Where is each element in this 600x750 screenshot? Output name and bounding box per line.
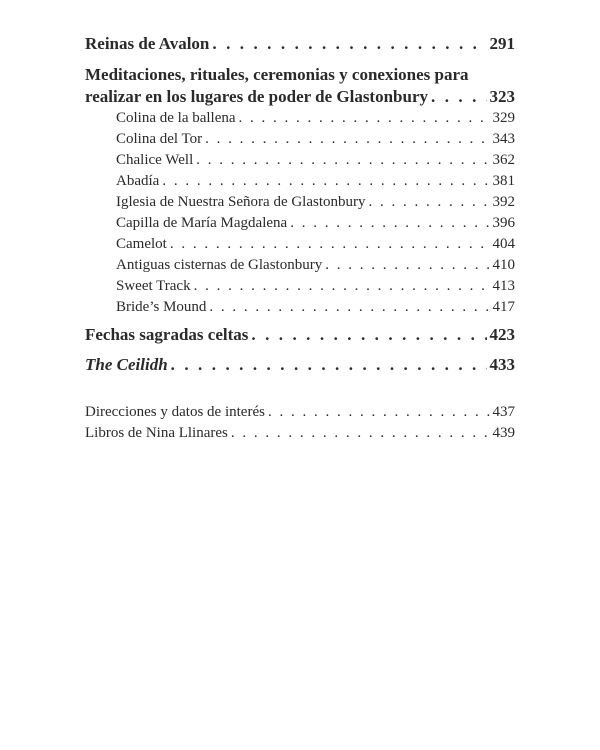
toc-subentry-page: 396: [492, 215, 515, 231]
toc-subentry-title: Capilla de María Magdalena: [116, 215, 288, 231]
toc-subentry-page: 392: [492, 194, 515, 210]
dot-leader: [431, 86, 486, 108]
toc-entry-title: The Ceilidh: [85, 355, 168, 374]
dot-leader: [325, 255, 489, 276]
table-of-contents: [85, 33, 515, 444]
toc-entry-meditaciones[interactable]: [85, 64, 515, 108]
dot-leader: [231, 423, 490, 444]
toc-subentry-page: 410: [492, 257, 515, 273]
toc-subentry-chalice-well[interactable]: [85, 150, 515, 171]
toc-subentry-page: 413: [492, 278, 515, 294]
toc-entry-page: 291: [489, 34, 515, 53]
toc-entry-libros-de-nina-llinares[interactable]: [85, 423, 515, 444]
dot-leader: [239, 108, 490, 129]
toc-subentry-title: Camelot: [116, 236, 167, 252]
dot-leader: [290, 213, 489, 234]
toc-entry-title-line-1: Meditaciones, rituales, ceremonias y conexiones para: [85, 65, 469, 84]
toc-subentry-title: Sweet Track: [116, 278, 191, 294]
toc-subentry-page: 362: [492, 152, 515, 168]
toc-subentry-page: 417: [492, 299, 515, 315]
toc-entry-the-ceilidh[interactable]: [85, 354, 515, 376]
toc-entry-page: 433: [489, 355, 515, 374]
toc-entry-fechas-sagradas-celtas[interactable]: [85, 324, 515, 346]
dot-leader: [170, 234, 490, 255]
dot-leader: [196, 150, 489, 171]
dot-leader: [209, 297, 489, 318]
toc-entry-title: Reinas de Avalon: [85, 34, 210, 53]
dot-leader: [369, 192, 490, 213]
dot-leader: [194, 276, 490, 297]
toc-subentry-colina-del-tor[interactable]: [85, 129, 515, 150]
toc-subentry-title: Abadía: [116, 173, 160, 189]
toc-subentry-abadia[interactable]: [85, 171, 515, 192]
dot-leader: [162, 171, 489, 192]
dot-leader: [212, 33, 486, 55]
toc-entry-reinas-de-avalon[interactable]: [85, 33, 515, 55]
toc-entry-title-line-2: realizar en los lugares de poder de Glastonbury: [85, 87, 429, 106]
toc-subentry-title: Iglesia de Nuestra Señora de Glastonbury: [116, 194, 366, 210]
toc-entry-title: Libros de Nina Llinares: [85, 425, 228, 441]
dot-leader: [268, 402, 490, 423]
dot-leader: [171, 354, 487, 376]
toc-subentry-capilla-de-maria-magdalena[interactable]: [85, 213, 515, 234]
dot-leader: [205, 129, 489, 150]
toc-subentry-title: Bride’s Mound: [116, 299, 207, 315]
toc-subentry-page: 381: [492, 173, 515, 189]
toc-subentry-page: 404: [492, 236, 515, 252]
toc-subentry-antiguas-cisternas[interactable]: [85, 255, 515, 276]
toc-subentry-title: Colina del Tor: [116, 131, 203, 147]
toc-subentry-camelot[interactable]: [85, 234, 515, 255]
toc-subentry-title: Colina de la ballena: [116, 110, 236, 126]
toc-subentry-title: Chalice Well: [116, 152, 194, 168]
toc-entry-direcciones[interactable]: [85, 402, 515, 423]
toc-subentry-page: 329: [492, 110, 515, 126]
toc-subentry-colina-de-la-ballena[interactable]: [85, 108, 515, 129]
toc-entry-page: 439: [492, 425, 515, 441]
toc-subentry-sweet-track[interactable]: [85, 276, 515, 297]
toc-subentry-title: Antiguas cisternas de Glastonbury: [116, 257, 323, 273]
toc-entry-page: 437: [492, 404, 515, 420]
toc-entry-page: 323: [489, 87, 515, 106]
toc-subentry-page: 343: [492, 131, 515, 147]
toc-entry-page: 423: [489, 325, 515, 344]
dot-leader: [251, 324, 486, 346]
toc-subentry-brides-mound[interactable]: [85, 297, 515, 318]
toc-entry-title: Direcciones y datos de interés: [85, 404, 265, 420]
toc-subentry-iglesia-de-nuestra-senora[interactable]: [85, 192, 515, 213]
toc-entry-title: Fechas sagradas celtas: [85, 325, 249, 344]
